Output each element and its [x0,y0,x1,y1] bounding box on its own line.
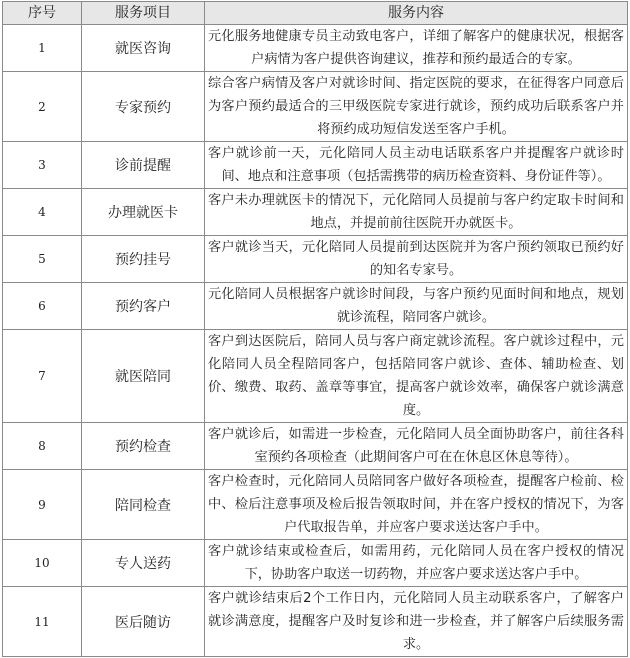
table-row [3,72,628,142]
header-item: 服务项目 [82,2,205,25]
row-number: 1 [3,25,82,72]
row-number: 11 [3,587,82,657]
row-number: 3 [3,142,82,189]
table-header [3,2,628,25]
row-number: 10 [3,540,82,587]
service-item: 就医陪同 [82,330,205,423]
header-no: 序号 [3,2,82,25]
service-content: 元化陪同人员根据客户就诊时间段，与客户预约见面时间和地点，规划就诊流程，陪同客户就诊。 [205,283,628,330]
service-content: 客户到达医院后，陪同人员与客户商定就诊流程。客户就诊过程中，元化陪同人员全程陪同客户，包括陪同客户就诊、查体、辅助检查、划价、缴费、取药、盖章等事宜，提高客户就诊效率，确保客户就诊满意度。 [205,330,628,423]
service-item: 专家预约 [82,72,205,142]
service-item: 预约检查 [82,423,205,470]
service-item: 医后随访 [82,587,205,657]
service-item: 诊前提醒 [82,142,205,189]
table-row [3,283,628,330]
service-content: 客户就诊前一天，元化陪同人员主动电话联系客户并提醒客户就诊时间、地点和注意事项（包括需携带的病历检查资料、身份证件等）。 [205,142,628,189]
table-row [3,587,628,657]
table-row [3,330,628,423]
table-row [3,470,628,540]
row-number: 5 [3,236,82,283]
service-content: 元化服务地健康专员主动致电客户，详细了解客户的健康状况，根据客户病情为客户提供咨询建议，推荐和预约最适合的专家。 [205,25,628,72]
service-table [2,1,628,657]
service-content: 客户就诊结束后2个工作日内，元化陪同人员主动联系客户，了解客户就诊满意度，提醒客户及时复诊和进一步检查，并了解客户后续服务需求。 [205,587,628,657]
row-number: 8 [3,423,82,470]
header-row [3,2,628,25]
service-item: 陪同检查 [82,470,205,540]
service-content: 客户检查时，元化陪同人员陪同客户做好各项检查，提醒客户检前、检中、检后注意事项及检后报告领取时间，并在客户授权的情况下，为客户代取报告单，并应客户要求送达客户手中。 [205,470,628,540]
service-item: 办理就医卡 [82,189,205,236]
service-content: 综合客户病情及客户对就诊时间、指定医院的要求，在征得客户同意后为客户预约最适合的三甲级医院专家进行就诊，预约成功后联系客户并将预约成功短信发送至客户手机。 [205,72,628,142]
service-content: 客户就诊后，如需进一步检查，元化陪同人员全面协助客户，前往各科室预约各项检查（此期间客户可在在休息区休息等待）。 [205,423,628,470]
table-row [3,25,628,72]
service-item: 专人送药 [82,540,205,587]
row-number: 9 [3,470,82,540]
row-number: 6 [3,283,82,330]
table-body [3,25,628,657]
service-item: 就医咨询 [82,25,205,72]
service-content: 客户就诊结束或检查后，如需用药，元化陪同人员在客户授权的情况下，协助客户取送一切药物，并应客户要求送达客户手中。 [205,540,628,587]
table-row [3,236,628,283]
row-number: 7 [3,330,82,423]
service-item: 预约挂号 [82,236,205,283]
service-content: 客户未办理就医卡的情况下，元化陪同人员提前与客户约定取卡时间和地点，并提前前往医院开办就医卡。 [205,189,628,236]
table-row [3,540,628,587]
header-content: 服务内容 [205,2,628,25]
table-row [3,142,628,189]
table-row [3,189,628,236]
service-item: 预约客户 [82,283,205,330]
table-row [3,423,628,470]
row-number: 4 [3,189,82,236]
service-content: 客户就诊当天，元化陪同人员提前到达医院并为客户预约领取已预约好的知名专家号。 [205,236,628,283]
row-number: 2 [3,72,82,142]
